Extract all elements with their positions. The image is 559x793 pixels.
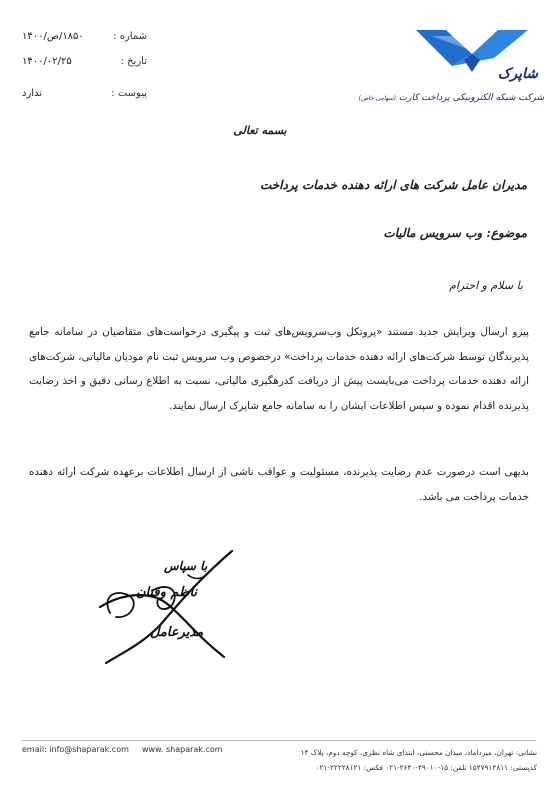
footer-contact-block bbox=[252, 745, 537, 775]
footer-address: نشانی: تهران، میرداماد، میدان محسنی، ابتدای شاه نظری، کوچه دوم، پلاک ۱۴ bbox=[300, 748, 537, 757]
signature-block bbox=[92, 545, 242, 670]
signature-regards: با سپاس bbox=[164, 559, 208, 573]
footer-website: www. shaparak.com bbox=[142, 745, 223, 754]
letter-attachment-label: پیوست : bbox=[111, 88, 147, 99]
letter-number-label: شماره : bbox=[113, 31, 147, 42]
letter-subject: موضوع: وب سرویس مالیات bbox=[383, 226, 527, 240]
letter-meta bbox=[22, 30, 147, 112]
letter-number-value: ۱۸۵۰/ص/۱۴۰۰ bbox=[22, 31, 84, 42]
letter-attachment-row bbox=[22, 87, 147, 112]
letter-greeting: با سلام و احترام bbox=[449, 279, 523, 292]
logo-company-text bbox=[358, 93, 544, 103]
logo-brand-text: شاپرک bbox=[497, 66, 538, 82]
signature-title: مدیرعامل bbox=[150, 625, 204, 640]
letter-attachment-value: ندارد bbox=[22, 88, 43, 99]
footer-divider bbox=[22, 740, 536, 741]
letter-date-row bbox=[22, 55, 147, 80]
logo-legal-type: (سهامی خاص) bbox=[358, 95, 396, 102]
letter-paragraph-1: پیرو ارسال ویرایش جدید مستند «پروتکل وب‌سرویس‌های ثبت و پیگیری درخواست‌های متقاضیان در سامانه جامع پذیرندگان توسط شرکت‌های ارائه دهنده خدمات پرداخت» درخصوص وب سرویس ثبت نام مودیان مالیاتی، شرکت‌های ارائه دهنده خدمات پرداخت می‌بایست پیش از دریافت کدرهگیری مالیاتی، نسبت به اطلاع رسانی دقیق و اخذ رضایت پذیرنده اقدام نموده و سپس اطلاعات ایشان را به سامانه جامع شاپرک ارسال نمایند. bbox=[29, 326, 529, 412]
letter-paragraph-2: بدیهی است درصورت عدم رضایت پذیرنده، مسئولیت و عواقب ناشی از ارسال اطلاعات برعهده شرکت ارائه دهنده خدمات پرداخت می باشد. bbox=[29, 466, 529, 503]
letter-recipient: مدیران عامل شرکت های ارائه دهنده خدمات پرداخت bbox=[259, 178, 527, 192]
letter-number-row bbox=[22, 30, 147, 55]
letter-date-label: تاریخ : bbox=[120, 56, 147, 67]
signature-name: ناظم وقتان bbox=[136, 585, 198, 600]
letter-date-value: ۱۴۰۰/۰۲/۲۵ bbox=[22, 56, 72, 67]
footer-email: email: info@shaparak.com bbox=[22, 745, 129, 754]
footer-postal-phone-fax: کدپستی: ۱۵۴۷۹۱۴۸۱۱ تلفن: ۱۵-۴۹۰۱۰-۲۶۴۰-۰۲۱ فکس: ۲۲۲۲۸۱۲۱-۰۲۱ bbox=[315, 763, 537, 772]
letter-invocation: بسمه تعالی bbox=[233, 124, 287, 137]
company-logo bbox=[358, 18, 544, 113]
logo-company-name: شرکت شبکه الکترونیکی پرداخت کارت bbox=[398, 93, 544, 103]
